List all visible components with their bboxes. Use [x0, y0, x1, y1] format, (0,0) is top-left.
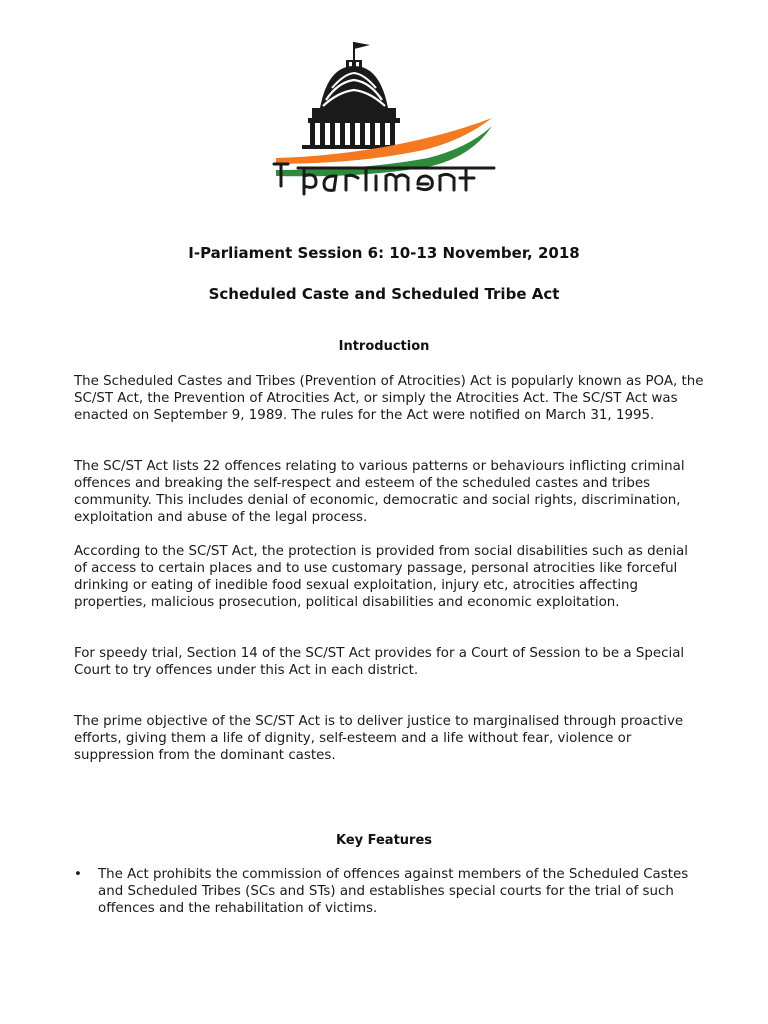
bullet-icon: •: [74, 867, 82, 882]
document-title: I-Parliament Session 6: 10-13 November, 2018: [188, 244, 580, 262]
parliament-dome-logo-graphic: [268, 36, 500, 198]
intro-paragraph-4: For speedy trial, Section 14 of the SC/ST Act provides for a Court of Session to be a Special Court to try offences under this Act in each district.: [74, 646, 685, 679]
intro-paragraph-2: The SC/ST Act lists 22 offences relating to various patterns or behaviours inflicting criminal offences and breaking the self-respect and esteem of the scheduled castes and tribes community. This includes denial of economic, democratic and social rights, discrimination, exploitation and abuse of the legal process.: [74, 459, 685, 526]
document-subtitle: Scheduled Caste and Scheduled Tribe Act: [208, 285, 560, 303]
key-features-heading: Key Features: [335, 833, 433, 848]
key-features-list: [74, 866, 704, 917]
intro-paragraph-3: According to the SC/ST Act, the protection is provided from social disabilities such as denial of access to certain places and to use customary passage, personal atrocities like forceful drinking or eating of inedible food sexual exploitation, injury etc, atrocities affecting properties, malicious prosecution, political disabilities and economic exploitation.: [74, 544, 688, 611]
key-feature-text: The Act prohibits the commission of offences against members of the Scheduled Castes and Scheduled Tribes (SCs and STs) and establishes special courts for the trial of such offences and the rehabilitation of victims.: [98, 867, 689, 917]
intro-paragraph-5: The prime objective of the SC/ST Act is to deliver justice to marginalised through proactive efforts, giving them a life of dignity, self-esteem and a life without fear, violence or suppression from the dominant castes.: [74, 714, 684, 764]
intro-paragraph-1: The Scheduled Castes and Tribes (Prevention of Atrocities) Act is popularly known as POA, the SC/ST Act, the Prevention of Atrocities Act, or simply the Atrocities Act. The SC/ST Act was enacted on September 9, 1989. The rules for the Act were notified on March 31, 1995.: [74, 374, 704, 424]
i-parliament-logo: [268, 36, 500, 198]
list-item: [74, 866, 704, 917]
introduction-heading: Introduction: [338, 339, 430, 354]
